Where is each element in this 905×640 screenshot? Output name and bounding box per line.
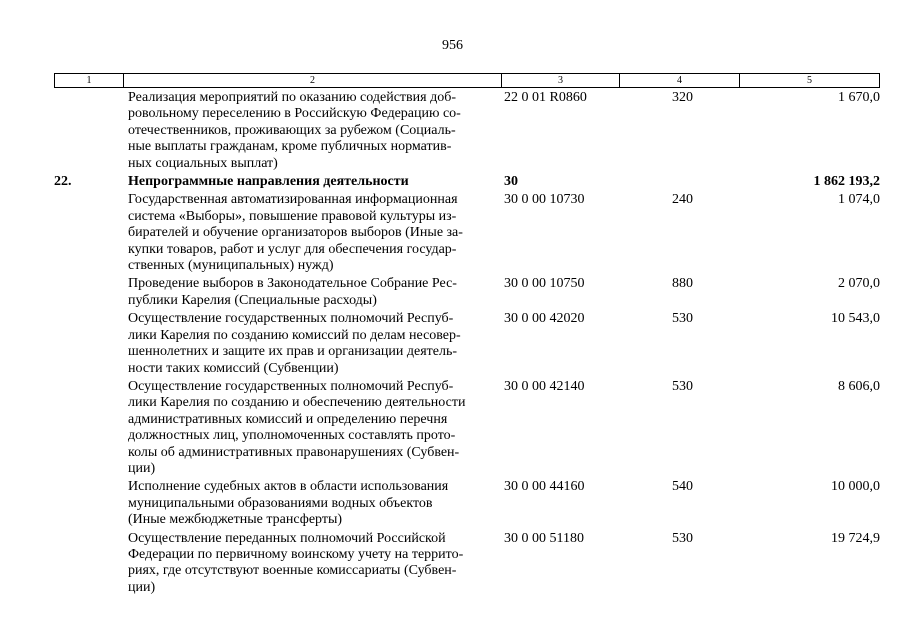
row-sum: 10 000,0 [831, 479, 880, 495]
row-sum: 2 070,0 [838, 276, 880, 292]
row-sum: 1 862 193,2 [813, 174, 880, 190]
row-name-line: лики Карелия по созданию комиссий по делам несовер- [128, 327, 461, 343]
row-name-line: ции) [128, 579, 156, 595]
row-name [128, 311, 504, 377]
row-code: 30 0 00 10750 [504, 276, 585, 292]
row-sum: 1 670,0 [838, 90, 880, 105]
row-name-line: купки товаров, работ и услуг для обеспечения государ- [128, 241, 457, 257]
row-expense-type: 880 [672, 276, 693, 292]
row-name-line: ных социальных выплат) [128, 155, 278, 171]
row-code: 30 0 00 44160 [504, 479, 585, 495]
row-sum: 8 606,0 [838, 378, 880, 394]
row-number [54, 192, 128, 274]
row-number [54, 379, 128, 477]
row-code: 30 0 00 51180 [504, 530, 584, 546]
table-row [54, 479, 880, 528]
row-name-line: (Иные межбюджетные трансферты) [128, 512, 343, 528]
row-expense-type: 530 [672, 311, 693, 327]
table-row [54, 379, 880, 477]
row-name-line: ности таких комиссий (Субвенции) [128, 360, 339, 376]
row-expense-type: 320 [672, 90, 693, 105]
table-row [54, 90, 880, 172]
row-code: 30 0 00 42020 [504, 311, 585, 327]
row-number [54, 90, 128, 172]
column-header-5: 5 [739, 74, 879, 87]
row-name-line: система «Выборы», повышение правовой культуры из- [128, 208, 457, 224]
row-expense-type [658, 174, 732, 190]
table-row [54, 531, 880, 597]
column-header-3: 3 [501, 74, 619, 87]
row-code: 22 0 01 R0860 [504, 90, 587, 105]
row-name-line: бирателей и обучение организаторов выборов (Иные за- [128, 225, 463, 241]
table-header [54, 73, 880, 88]
row-code: 30 0 00 42140 [504, 378, 585, 394]
row-sum: 19 724,9 [831, 530, 880, 546]
row-name-line: отечественников, проживающих за рубежом (Социаль- [128, 122, 456, 138]
row-name-line: риях, где отсутствуют военные комиссариаты (Субвен- [128, 563, 457, 579]
table-body [54, 90, 880, 598]
row-name [128, 174, 504, 190]
row-name-line: шеннолетних и защите их прав и организации деятель- [128, 344, 458, 360]
row-name-line: лики Карелия по созданию и обеспечению деятельности [128, 395, 466, 411]
row-code: 30 0 00 10730 [504, 192, 585, 208]
row-name-line: колы об административных правонарушениях (Субвен- [128, 444, 460, 460]
column-header-1: 1 [86, 75, 92, 86]
row-name-line: Исполнение судебных актов в области использования [128, 479, 449, 495]
row-name [128, 276, 504, 309]
row-expense-type: 530 [672, 378, 693, 394]
column-header-4: 4 [619, 74, 739, 87]
table-row [54, 192, 880, 274]
row-expense-type: 540 [672, 479, 693, 495]
table-row [54, 311, 880, 377]
row-name-line: Государственная автоматизированная информационная [128, 192, 458, 208]
row-name-line: Осуществление государственных полномочий Респуб- [128, 311, 454, 327]
row-name-line: ции) [128, 460, 156, 476]
row-sum: 1 074,0 [838, 192, 880, 208]
row-name [128, 379, 504, 477]
column-header-2: 2 [123, 74, 501, 87]
row-name-line: Осуществление переданных полномочий Российской [128, 530, 446, 546]
row-name-line: Проведение выборов в Законодательное Собрание Рес- [128, 276, 457, 292]
row-name-line: муниципальными образованиями водных объектов [128, 495, 433, 511]
row-code: 30 [504, 174, 518, 190]
row-expense-type: 530 [672, 530, 693, 546]
row-number [54, 311, 128, 377]
row-name-line: Реализация мероприятий по оказанию содействия доб- [128, 90, 456, 105]
page-number: 956 [442, 38, 463, 53]
row-expense-type: 240 [672, 192, 693, 208]
row-name [128, 90, 504, 172]
row-name-line: Федерации по первичному воинскому учету на террито- [128, 546, 464, 562]
row-name-line: должностных лиц, уполномоченных составлять прото- [128, 428, 456, 444]
row-name-line: Осуществление государственных полномочий Респуб- [128, 378, 454, 394]
row-name [128, 479, 504, 528]
row-number [54, 479, 128, 528]
row-name-line: публики Карелия (Специальные расходы) [128, 292, 377, 308]
row-name-line: ровольному переселению в Российскую Федерацию со- [128, 106, 461, 122]
table-row [54, 174, 880, 190]
row-name [128, 192, 504, 274]
row-number [54, 276, 128, 309]
row-name-line: административных комиссий и определению перечня [128, 411, 448, 427]
row-number [54, 531, 128, 597]
row-name-line: ственных (муниципальных) нужд) [128, 258, 334, 274]
row-name [128, 531, 504, 597]
row-sum: 10 543,0 [831, 311, 880, 327]
row-number: 22. [54, 174, 72, 190]
table-row [54, 276, 880, 309]
row-name-line: ные выплаты гражданам, кроме публичных норматив- [128, 139, 452, 155]
row-name-line: Непрограммные направления деятельности [128, 174, 409, 190]
